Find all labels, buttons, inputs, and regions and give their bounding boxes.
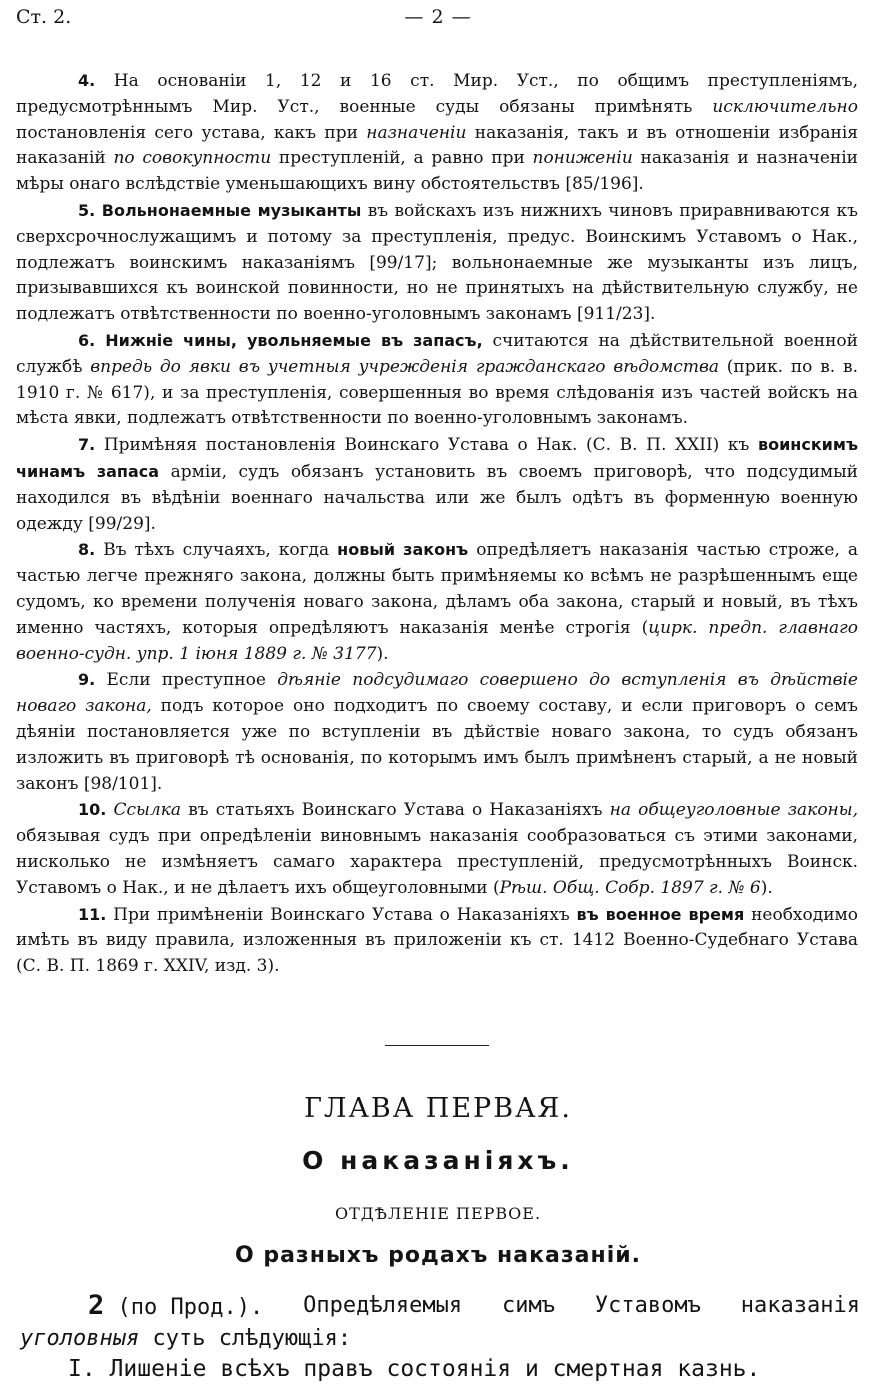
article-word: Уставомъ	[594, 1293, 701, 1318]
paragraph-text: преступленій, а равно при	[271, 148, 533, 169]
paragraph-9	[16, 667, 858, 797]
paragraph-text: (прик. по в. в. 1910 г. № 617), и за преступленія, совершенныя во время слѣдованія изъ частей войскъ на мѣста явки, подлежатъ отвѣтственности по военно-уголовнымъ законамъ.	[16, 356, 858, 429]
section-divider	[385, 1045, 489, 1046]
bold-term: 5. Вольнонаемные музыканты	[78, 200, 362, 220]
paragraph-text: наказанія и назначеніи мѣры онаго вслѣдствіе уменьшающихъ вину обстоятельствъ [85/196].	[16, 148, 858, 195]
paragraph-text: подъ которое оно подходитъ по своему составу, и если приговоръ о семъ дѣяніи постановляется уже по вступленіи въ дѣйствіе новаго закона, то судъ обязанъ изложить въ приговорѣ тѣ основанія, по которымъ имъ былъ примѣненъ старый, а не новый законъ [98/101].	[16, 696, 858, 794]
paragraph-text: опредѣляетъ наказанія частью строже, а частью легче прежняго закона, должны быть примѣняемы ко всѣмъ не разрѣшеннымъ еще судомъ, ко времени полученія новаго закона, дѣламъ оба закона, старый и новый, въ тѣхъ именно частяхъ, которыя опредѣляютъ наказанія менѣе строгія (	[16, 540, 858, 638]
bold-term: воинскимъ чинамъ запаса	[16, 435, 858, 481]
paragraph-text: необходимо имѣть въ виду правила, изложенныя въ приложеніи къ ст. 1412 Военно-Судебнаго Устава (С. В. П. 1869 г. XXIV, изд. 3).	[16, 904, 859, 977]
page-number: — 2 —	[404, 6, 472, 28]
commentary-paragraphs	[16, 68, 858, 980]
paragraph-6	[16, 328, 858, 432]
italic-text: назначеніи	[366, 122, 467, 143]
paragraph-number: 8.	[78, 540, 96, 560]
paragraph-text: считаются на дѣйствительной военной службѣ	[16, 330, 858, 377]
section-heading: ОТДѢЛЕНІЕ ПЕРВОЕ.	[334, 1204, 542, 1223]
article-line-2	[20, 1323, 860, 1354]
article-word: Опредѣляемыя	[303, 1293, 463, 1318]
paragraph-text: обязывая судъ при опредѣленіи виновнымъ наказанія сообразоваться съ этими законами, нисколько не измѣняетъ самаго характера преступленій, предусмотрѣнныхъ Воинск. Уставомъ о Нак., и не дѣлаетъ ихъ общеуголовными (	[16, 826, 858, 898]
paragraph-text: въ статьяхъ Воинскаго Устава о Наказаніяхъ	[181, 800, 610, 821]
article-line-1-start	[88, 1290, 263, 1323]
paragraph-11	[16, 902, 858, 980]
paragraph-text: ).	[376, 643, 389, 664]
paragraph-text: При примѣненіи Воинскаго Устава о Наказаніяхъ	[106, 904, 577, 925]
article-word: наказанія	[740, 1293, 860, 1318]
italic-text: по совокупности	[113, 148, 272, 169]
article-line-3: I. Лишеніе всѣхъ правъ состоянія и смертная казнь.	[68, 1356, 761, 1382]
paragraph-text: Примѣняя постановленія Воинскаго Устава о Нак. (С. В. П. XXII) къ	[95, 435, 758, 456]
article-2	[20, 1290, 860, 1385]
italic-text: впредь до явки въ учетныя учрежденія гражданскаго вѣдомства	[90, 356, 719, 377]
paragraph-10	[16, 797, 858, 901]
paragraph-text: Въ тѣхъ случаяхъ, когда	[95, 540, 338, 561]
article-italic-term: уголовныя	[20, 1326, 140, 1351]
paragraph-text	[106, 800, 113, 820]
paragraph-4	[16, 68, 858, 198]
paragraph-number: 10.	[78, 800, 107, 820]
page-header	[16, 6, 860, 36]
paragraph-7	[16, 432, 858, 537]
article-line-2-text: суть слѣдующія:	[139, 1326, 352, 1351]
paragraph-text: На основаніи 1, 12 и 16 ст. Мир. Уст., по общимъ преступленіямъ, предусмотрѣннымъ Мир. Уст., военные суды обязаны примѣнять	[16, 71, 858, 117]
paragraph-number: 9.	[78, 670, 96, 690]
bold-term: въ военное время	[576, 904, 745, 924]
paragraph-text: Если преступное	[95, 670, 278, 691]
paragraph-text: въ войскахъ изъ нижнихъ чиновъ приравниваются къ сверхсрочнослужащимъ и потому за преступленія, предус. Воинскимъ Уставомъ о Нак., подлежатъ воинскимъ наказаніямъ [99/17]; вольнонаемные же музыканты изъ лицъ, призывавшихся къ воинской повинности, но не принятыхъ на дѣйствительную службу, не подлежатъ отвѣтственности по военно-уголовнымъ законамъ [911/23].	[16, 200, 858, 325]
italic-text: на общеуголовные законы,	[609, 800, 859, 821]
section-title: О разныхъ родахъ наказаній.	[234, 1243, 642, 1268]
italic-text: Рѣш. Общ. Собр. 1897 г. № 6	[499, 877, 761, 898]
paragraph-text: наказанія, такъ и въ отношеніи избранія наказаній	[16, 122, 858, 169]
article-word: симъ	[501, 1293, 555, 1318]
bold-term: новый законъ	[337, 540, 469, 560]
paragraph-text: постановленія сего устава, какъ при	[16, 122, 367, 143]
italic-text: дѣяніе подсудимаго совершено до вступленія въ дѣйствіе новаго закона,	[16, 670, 858, 717]
article-reference: Ст. 2.	[16, 6, 72, 28]
italic-text: цирк. предп. главнаго военно-судн. упр. 1 іюня 1889 г. № 3177	[16, 617, 858, 664]
paragraph-number: 11.	[78, 904, 107, 924]
paragraph-5	[16, 198, 858, 328]
paragraph-text: арміи, судъ обязанъ установить въ своемъ приговорѣ, что подсудимый находился въ вѣдѣніи военнаго начальства или же былъ одѣтъ въ форменную военную одежду [99/29].	[16, 461, 858, 534]
paragraph-number: 7.	[78, 435, 96, 455]
article-line-1	[20, 1290, 860, 1323]
article-source: (по Прод.).	[104, 1295, 264, 1320]
paragraph-text: ).	[760, 877, 773, 898]
italic-text: исключительно	[712, 96, 858, 117]
italic-text: пониженіи	[532, 148, 633, 169]
bold-term: 6. Нижніе чины, увольняемые въ запасъ,	[78, 330, 483, 350]
paragraph-8	[16, 537, 858, 667]
article-number: 2	[88, 1290, 105, 1321]
chapter-title: ГЛАВА ПЕРВАЯ.	[304, 1093, 572, 1124]
chapter-subtitle: О наказаніяхъ.	[302, 1146, 574, 1175]
italic-text: Ссылка	[113, 800, 182, 821]
paragraph-number: 4.	[78, 71, 96, 90]
